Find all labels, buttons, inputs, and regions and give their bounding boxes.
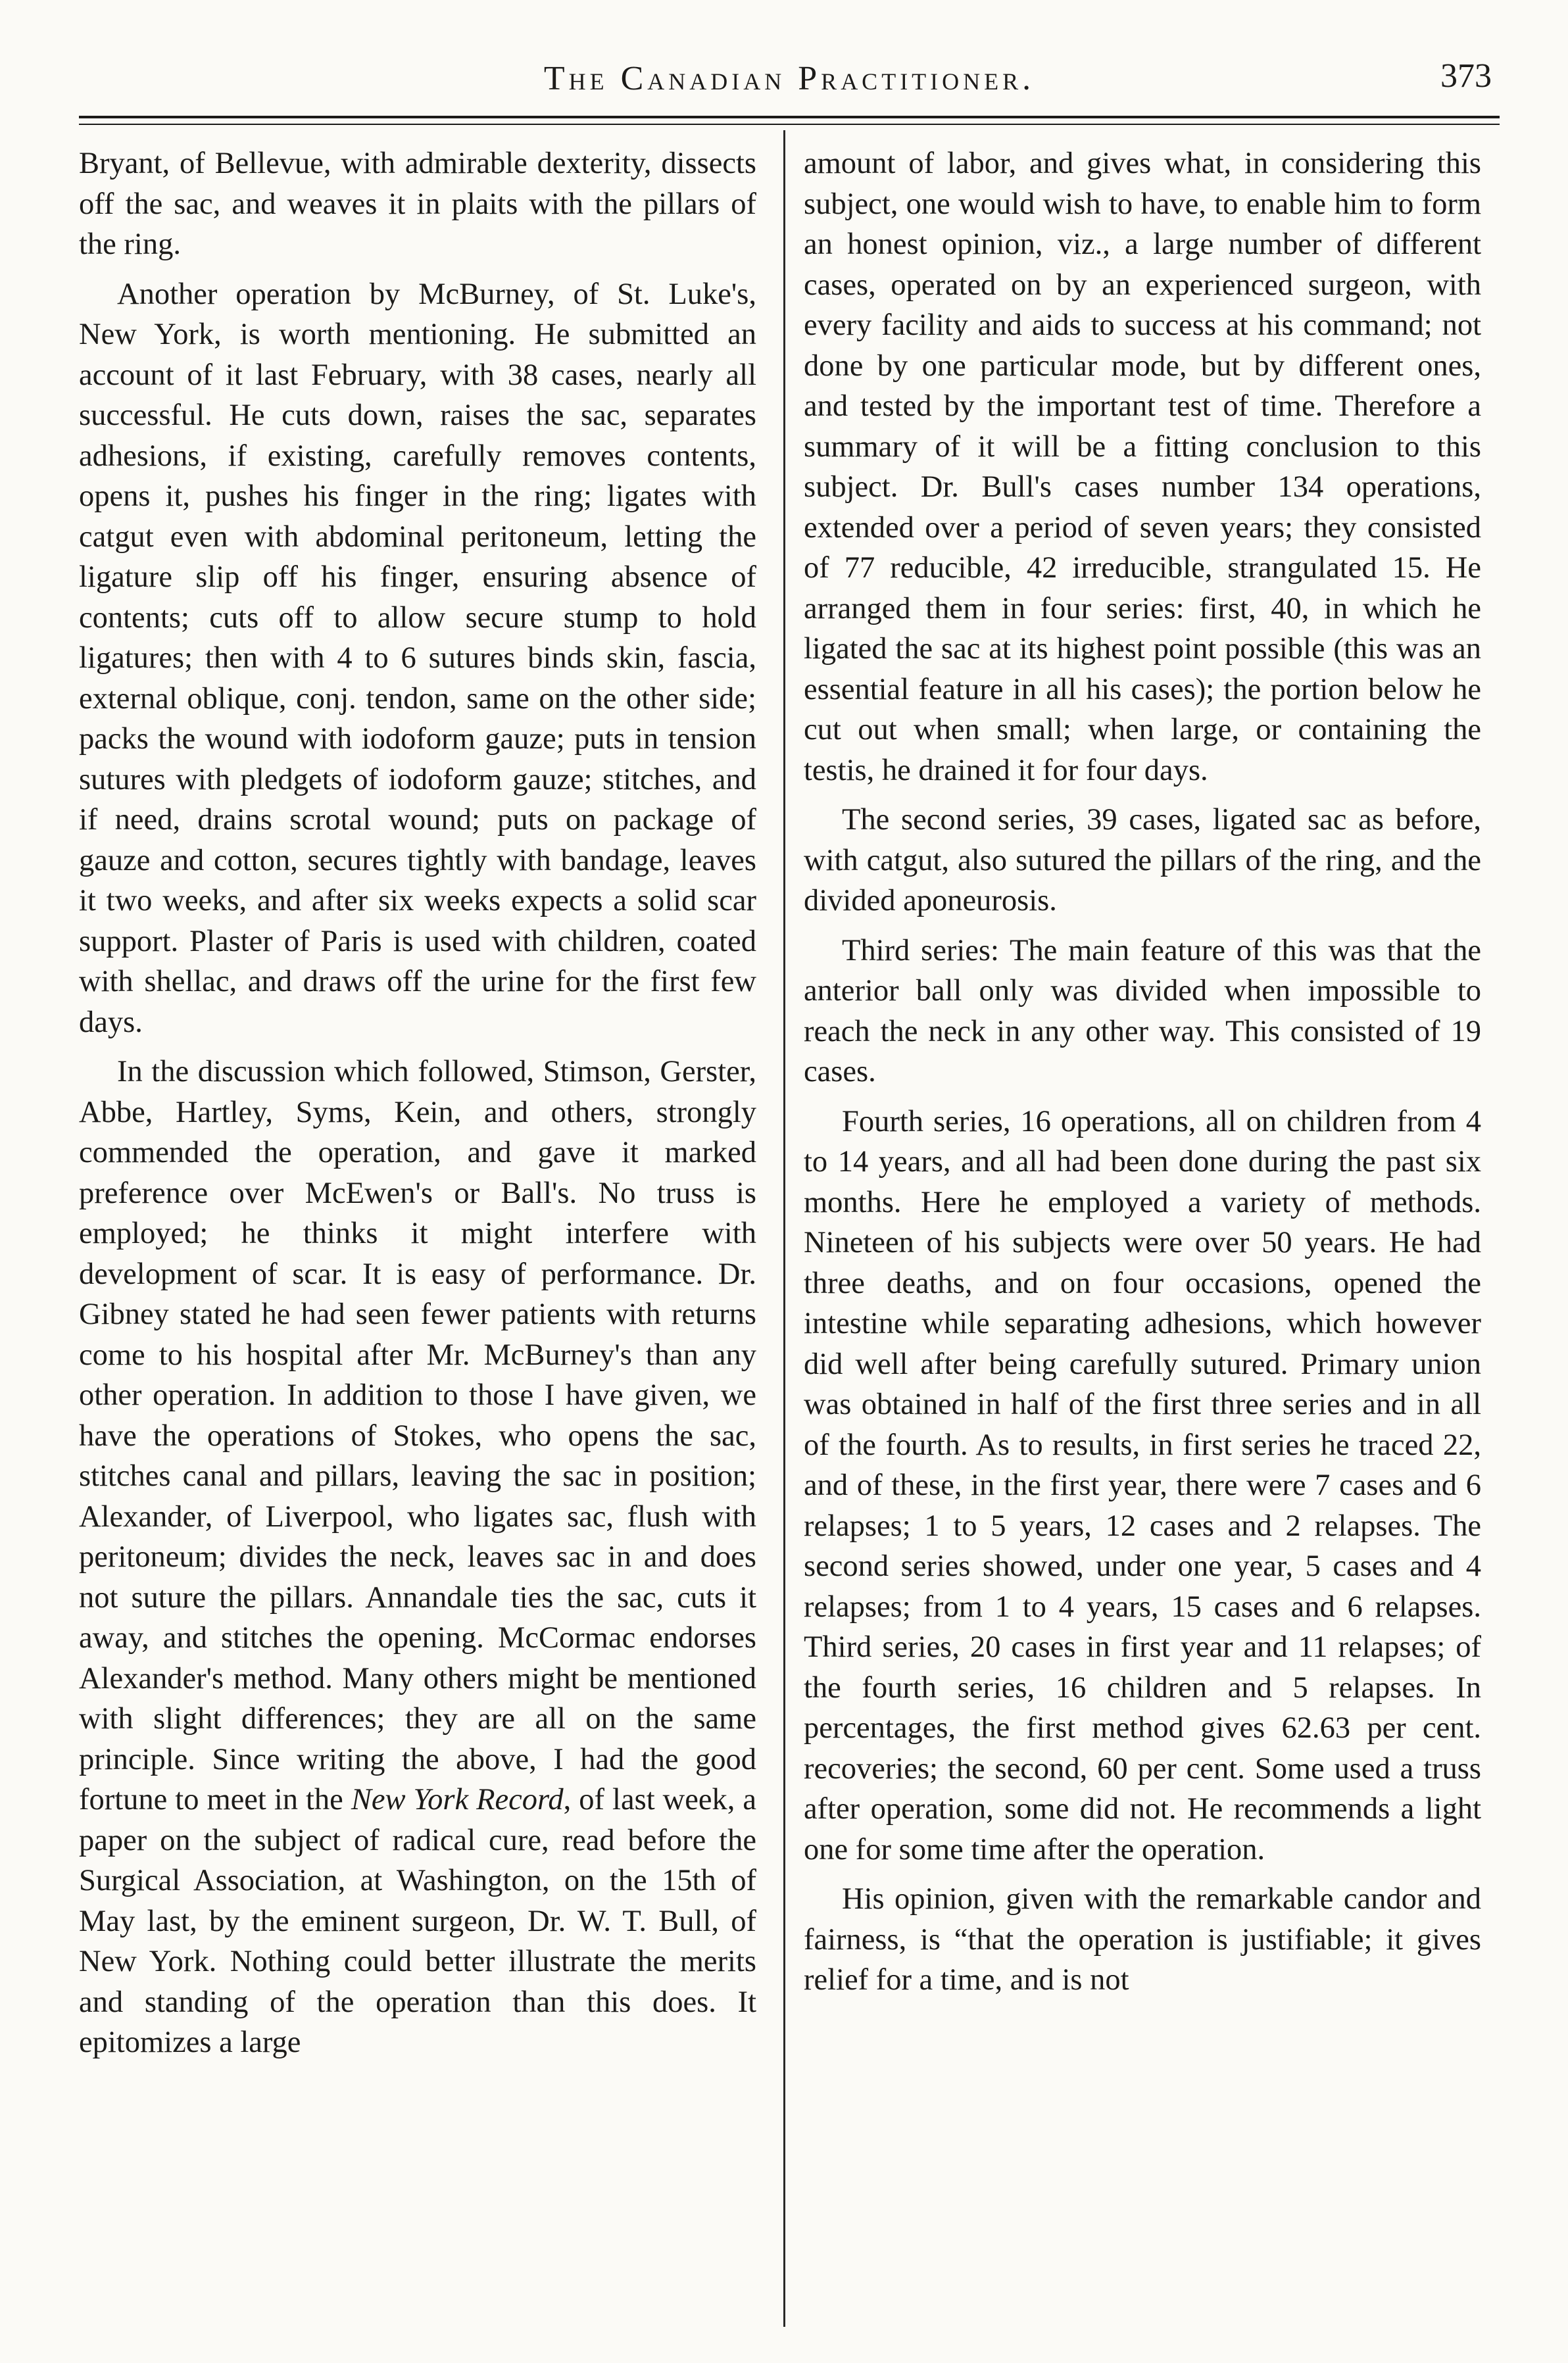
paragraph: amount of labor, and gives what, in considering this subject, one would wish to have, to enable him to form an honest opinion, viz., a large number of different cases, operated on by an experienced surgeon, with every facility and aids to success at his command; not done by one particular mode, but by different ones, and tested by the important test of time. Therefore a summary of it will be a fitting conclusion to this subject. Dr. Bull's cases number 134 operations, extended over a period of seven years; they consisted of 77 reducible, 42 irreducible, strangulated 15. He arranged them in four series: first, 40, in which he ligated the sac at its highest point possible (this was an essential feature in all his cases); the portion below he cut out when small; when large, or containing the testis, he drained it for four days. [804, 147, 1481, 787]
right-column [804, 143, 1481, 2001]
paragraph: Fourth series, 16 operations, all on children from 4 to 14 years, and all had been done during the past six months. Here he employed a variety of methods. Nineteen of his subjects were over 50 years. He had three deaths, and on four occasions, opened the intestine while separating adhesions, which however did well after being carefully sutured. Primary union was obtained in half of the first three series and in all of the fourth. As to results, in first series he traced 22, and of these, in the first year, there were 7 cases and 6 relapses; 1 to 5 years, 12 cases and 2 relapses. The second series showed, under one year, 5 cases and 4 relapses; from 1 to 4 years, 15 cases and 6 relapses. Third series, 20 cases in first year and 11 relapses; of the fourth series, 16 children and 5 relapses. In percentages, the first method gives 62.63 per cent. recoveries; the second, 60 per cent. Some used a truss after operation, some did not. He recommends a light one for some time after the operation. [804, 1104, 1481, 1866]
column-divider [783, 130, 785, 2327]
paragraph: Another operation by McBurney, of St. Luke's, New York, is worth mentioning. He submitted an account of it last February, with 38 cases, nearly all successful. He cuts down, raises the sac, separates adhesions, if existing, carefully removes contents, opens it, pushes his finger in the ring; ligates with catgut even with abdominal peritoneum, letting the ligature slip off his finger, ensuring absence of contents; cuts off to allow secure stump to hold ligatures; then with 4 to 6 sutures binds skin, fascia, external oblique, conj. tendon, same on the other side; packs the wound with iodoform gauze; puts in tension sutures with pledgets of iodoform gauze; stitches, and if need, drains scrotal wound; puts on package of gauze and cotton, secures tightly with bandage, leaves it two weeks, and after six weeks expects a solid scar support. Plaster of Paris is used with children, coated with shellac, and draws off the urine for the first few days. [79, 277, 756, 1039]
paragraph: Bryant, of Bellevue, with admirable dexterity, dissects off the sac, and weaves it in plaits with the pillars of the ring. [79, 147, 756, 261]
paragraph: Third series: The main feature of this was that the anterior ball only was divided when impossible to reach the neck in any other way. This consisted of 19 cases. [804, 933, 1481, 1088]
header-rule-thin [79, 124, 1500, 125]
journal-citation: New York Record [351, 1783, 564, 1816]
paragraph-text: In the discussion which followed, Stimson, Gerster, Abbe, Hartley, Syms, Kein, and others, strongly commended the operation, and gave it marked preference over McEwen's or Ball's. No truss is employed; he thinks it might interfere with development of scar. It is easy of performance. Dr. Gibney stated he had seen fewer patients with returns come to his hospital after Mr. McBurney's than any other operation. In addition to those I have given, we have the operations of Stokes, who opens the sac, stitches canal and pillars, leaving the sac in position; Alexander, of Liverpool, who ligates sac, flush with peritoneum; divides the neck, leaves sac in and does not suture the pillars. Annandale ties the sac, cuts it away, and stitches the opening. McCormac endorses Alexander's method. Many others might be mentioned with slight differences; they are all on the same principle. Since writing the above, I had the good fortune to meet in the [79, 1055, 756, 1816]
page-number: 373 [1440, 57, 1492, 95]
paragraph: His opinion, given with the remarkable candor and fairness, is “that the operation is justifiable; it gives relief for a time, and is not [804, 1882, 1481, 1997]
left-column [79, 143, 756, 2063]
paragraph [79, 1052, 756, 2063]
running-header [79, 53, 1500, 105]
header-rule-thick [79, 116, 1500, 118]
paragraph: The second series, 39 cases, ligated sac as before, with catgut, also sutured the pillars of the ring, and the divided aponeurosis. [804, 803, 1481, 917]
paragraph-text: , of last week, a paper on the subject of radical cure, read before the Surgical Association, at Washington, on the 15th of May last, by the eminent surgeon, Dr. W. T. Bull, of New York. Nothing could better illustrate the merits and standing of the operation than this does. It epitomizes a large [79, 1783, 757, 2059]
journal-title: The Canadian Practitioner. [543, 60, 1035, 97]
